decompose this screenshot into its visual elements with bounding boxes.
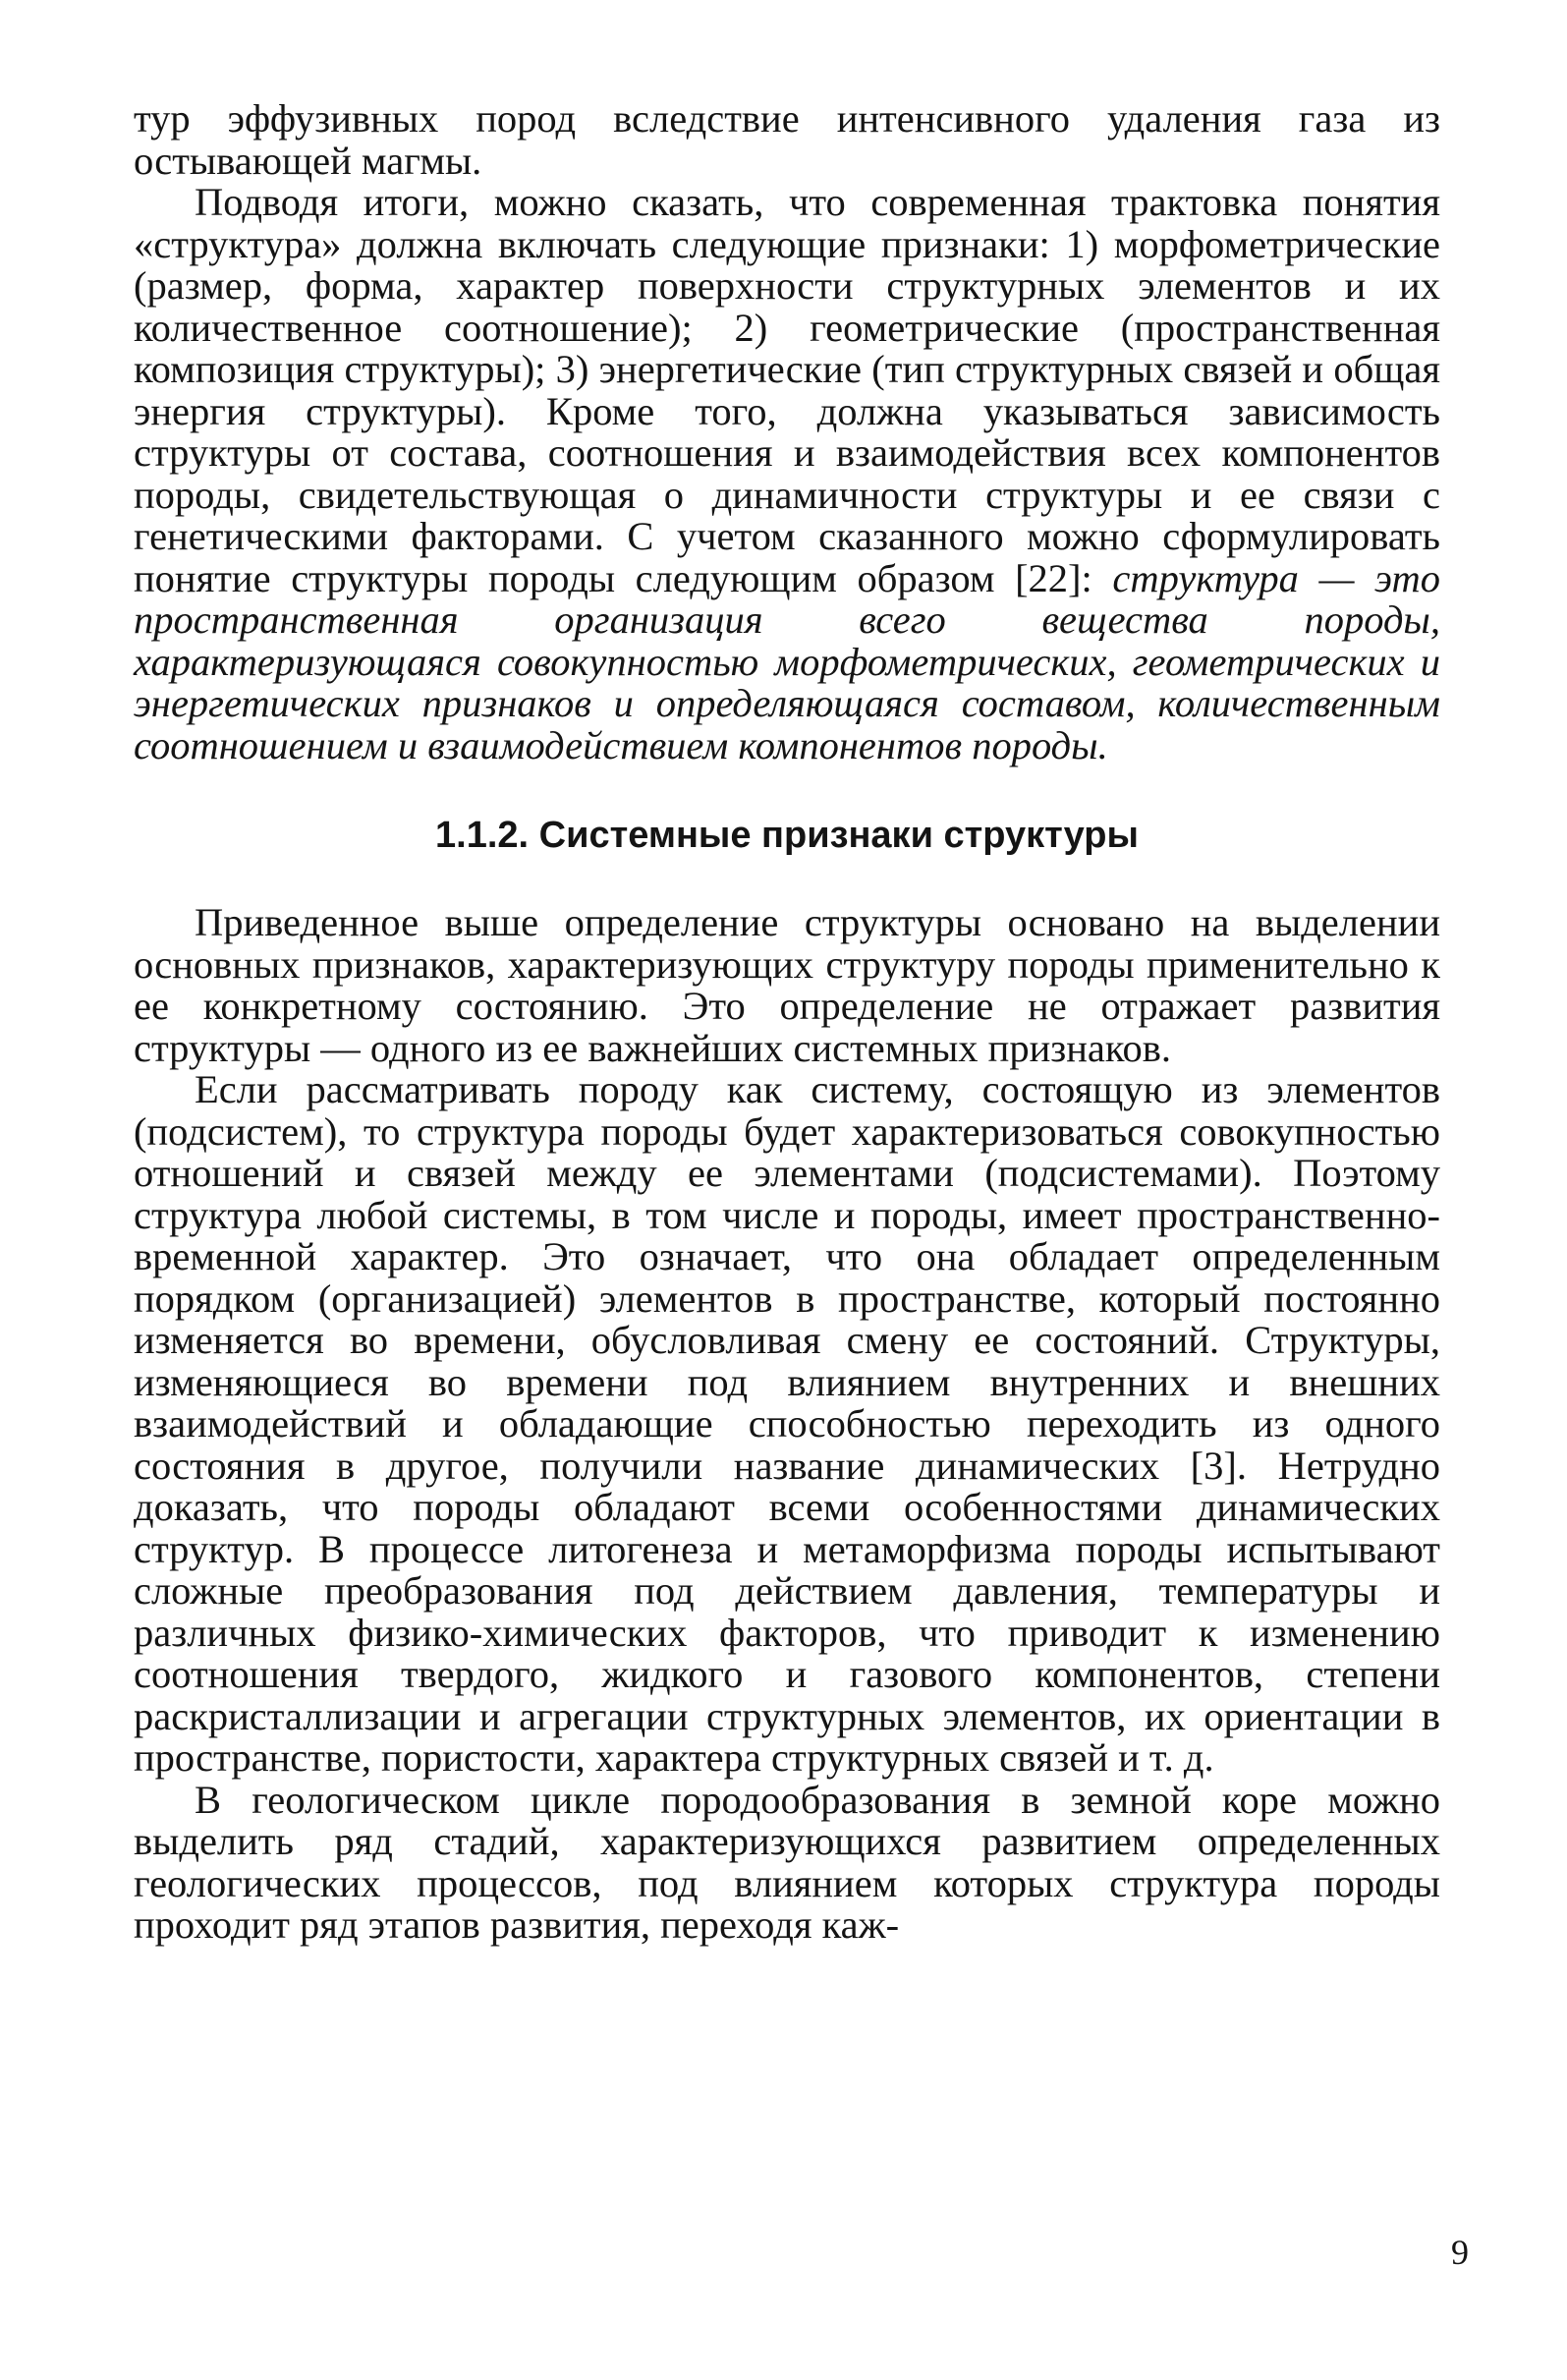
paragraph-continuation: тур эффузивных пород вследствие интенсивного удаления газа из остывающей магмы. (134, 96, 1440, 183)
paragraph-definition-note: Приведенное выше определение структуры основано на выделении основных признаков, характеризующих структуру породы применительно к ее конкретному состоянию. Это определение не отражает развития структуры — одного из ее важнейших системных признаков. (134, 900, 1440, 1070)
paragraph-geological-cycle: В геологическом цикле породообразования в земной коре можно выделить ряд стадий, характеризующихся развитием определенных геологических процессов, под влиянием которых структура породы проходит ряд этапов развития, переходя каж- (134, 1777, 1440, 1947)
paragraph-system-structure: Если рассматривать породу как систему, состоящую из элементов (подсистем), то структура породы будет характеризоваться совокупностью отношений и связей между ее элементами (подсистемами). Поэтому структура любой системы, в том числе и породы, имеет пространственно-временной характер. Это означает, что она обладает определенным порядком (организацией) элементов в пространстве, который постоянно изменяется во времени, обусловливая смену ее состояний. Структуры, изменяющиеся во времени под влиянием внутренних и внешних взаимодействий и обладающие способностью переходить из одного состояния в другое, получили название динамических [3]. Нетрудно доказать, что породы обладают всеми особенностями динамических структур. В процессе литогенеза и метаморфизма породы испытывают сложные преобразования под действием давления, температуры и различных физико-химических факторов, что приводит к изменению соотношения твердого, жидкого и газового компонентов, степени раскристаллизации и агрегации структурных элементов, их ориентации в пространстве, пористости, характера структурных связей и т. д. (134, 1067, 1440, 1780)
structure-definition-italic: структура — это пространственная организация всего вещества породы, характеризующаяся совокупностью морфометрических, геометрических и энергетических признаков и определяющаяся составом, количественным соотношением и взаимодействием компонентов породы. (134, 555, 1440, 767)
paragraph-structure-definition (134, 182, 1440, 766)
paragraph-lead-text: Подводя итоги, можно сказать, что современная трактовка понятия «структура» должна включать следующие признаки: 1) морфометрические (размер, форма, характер поверхности структурных элементов и их количественное соотношение); 2) геометрические (пространственная композиция структуры); 3) энергетические (тип структурных связей и общая энергия структуры). Кроме того, должна указываться зависимость структуры от состава, соотношения и взаимодействия всех компонентов породы, свидетельствующая о динамичности структуры и ее связи с генетическими факторами. С учетом сказанного можно сформулировать понятие структуры породы следующим образом [22]: (134, 180, 1440, 600)
page-number: 9 (1451, 2233, 1469, 2272)
page-body (134, 98, 1440, 1947)
section-heading: 1.1.2. Системные признаки структуры (435, 815, 1139, 856)
